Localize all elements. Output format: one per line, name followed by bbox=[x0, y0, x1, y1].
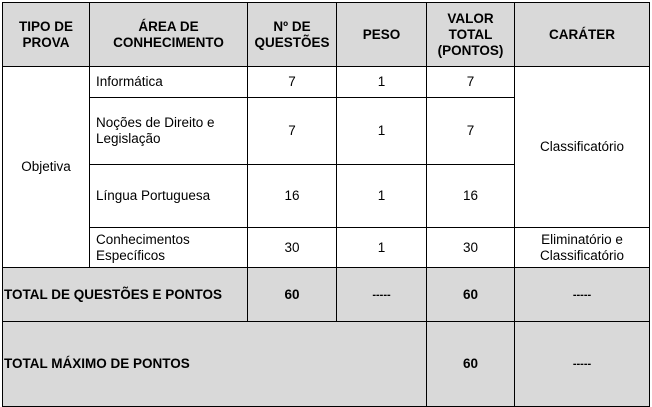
carater-eliminatorio-cell: Eliminatório e Classificatório bbox=[515, 228, 650, 268]
area-cell: Informática bbox=[90, 67, 248, 98]
header-row bbox=[3, 3, 650, 67]
questoes-cell: 30 bbox=[248, 228, 337, 268]
valor-cell: 7 bbox=[427, 67, 515, 98]
area-cell: Noções de Direito e Legislação bbox=[90, 98, 248, 165]
area-cell: Língua Portuguesa bbox=[90, 165, 248, 228]
total-questoes-value: 60 bbox=[248, 268, 337, 322]
total-questoes-label: TOTAL DE QUESTÕES E PONTOS bbox=[3, 268, 248, 322]
valor-cell: 7 bbox=[427, 98, 515, 165]
peso-cell: 1 bbox=[337, 98, 427, 165]
area-cell: Conhecimentos Específicos bbox=[90, 228, 248, 268]
header-num-questoes: Nº DE QUESTÕES bbox=[248, 3, 337, 67]
questoes-cell: 7 bbox=[248, 67, 337, 98]
valor-cell: 30 bbox=[427, 228, 515, 268]
total-maximo-row bbox=[3, 322, 650, 407]
header-tipo-prova: TIPO DE PROVA bbox=[3, 3, 90, 67]
total-maximo-label: TOTAL MÁXIMO DE PONTOS bbox=[3, 322, 427, 407]
table-row bbox=[3, 67, 650, 98]
carater-classificatorio-cell: Classificatório bbox=[515, 67, 650, 228]
total-maximo-value: 60 bbox=[427, 322, 515, 407]
peso-cell: 1 bbox=[337, 228, 427, 268]
peso-cell: 1 bbox=[337, 165, 427, 228]
tipo-prova-cell: Objetiva bbox=[3, 67, 90, 268]
header-valor-total: VALOR TOTAL (PONTOS) bbox=[427, 3, 515, 67]
total-questoes-row bbox=[3, 268, 650, 322]
total-valor-value: 60 bbox=[427, 268, 515, 322]
header-carater: CARÁTER bbox=[515, 3, 650, 67]
peso-cell: 1 bbox=[337, 67, 427, 98]
questoes-cell: 16 bbox=[248, 165, 337, 228]
total-peso-placeholder: ----- bbox=[337, 268, 427, 322]
exam-structure-table bbox=[2, 2, 650, 407]
header-area-conhecimento: ÁREA DE CONHECIMENTO bbox=[90, 3, 248, 67]
header-peso: PESO bbox=[337, 3, 427, 67]
total-carater-placeholder: ----- bbox=[515, 268, 650, 322]
valor-cell: 16 bbox=[427, 165, 515, 228]
table-row bbox=[3, 228, 650, 268]
questoes-cell: 7 bbox=[248, 98, 337, 165]
total-maximo-carater-placeholder: ----- bbox=[515, 322, 650, 407]
